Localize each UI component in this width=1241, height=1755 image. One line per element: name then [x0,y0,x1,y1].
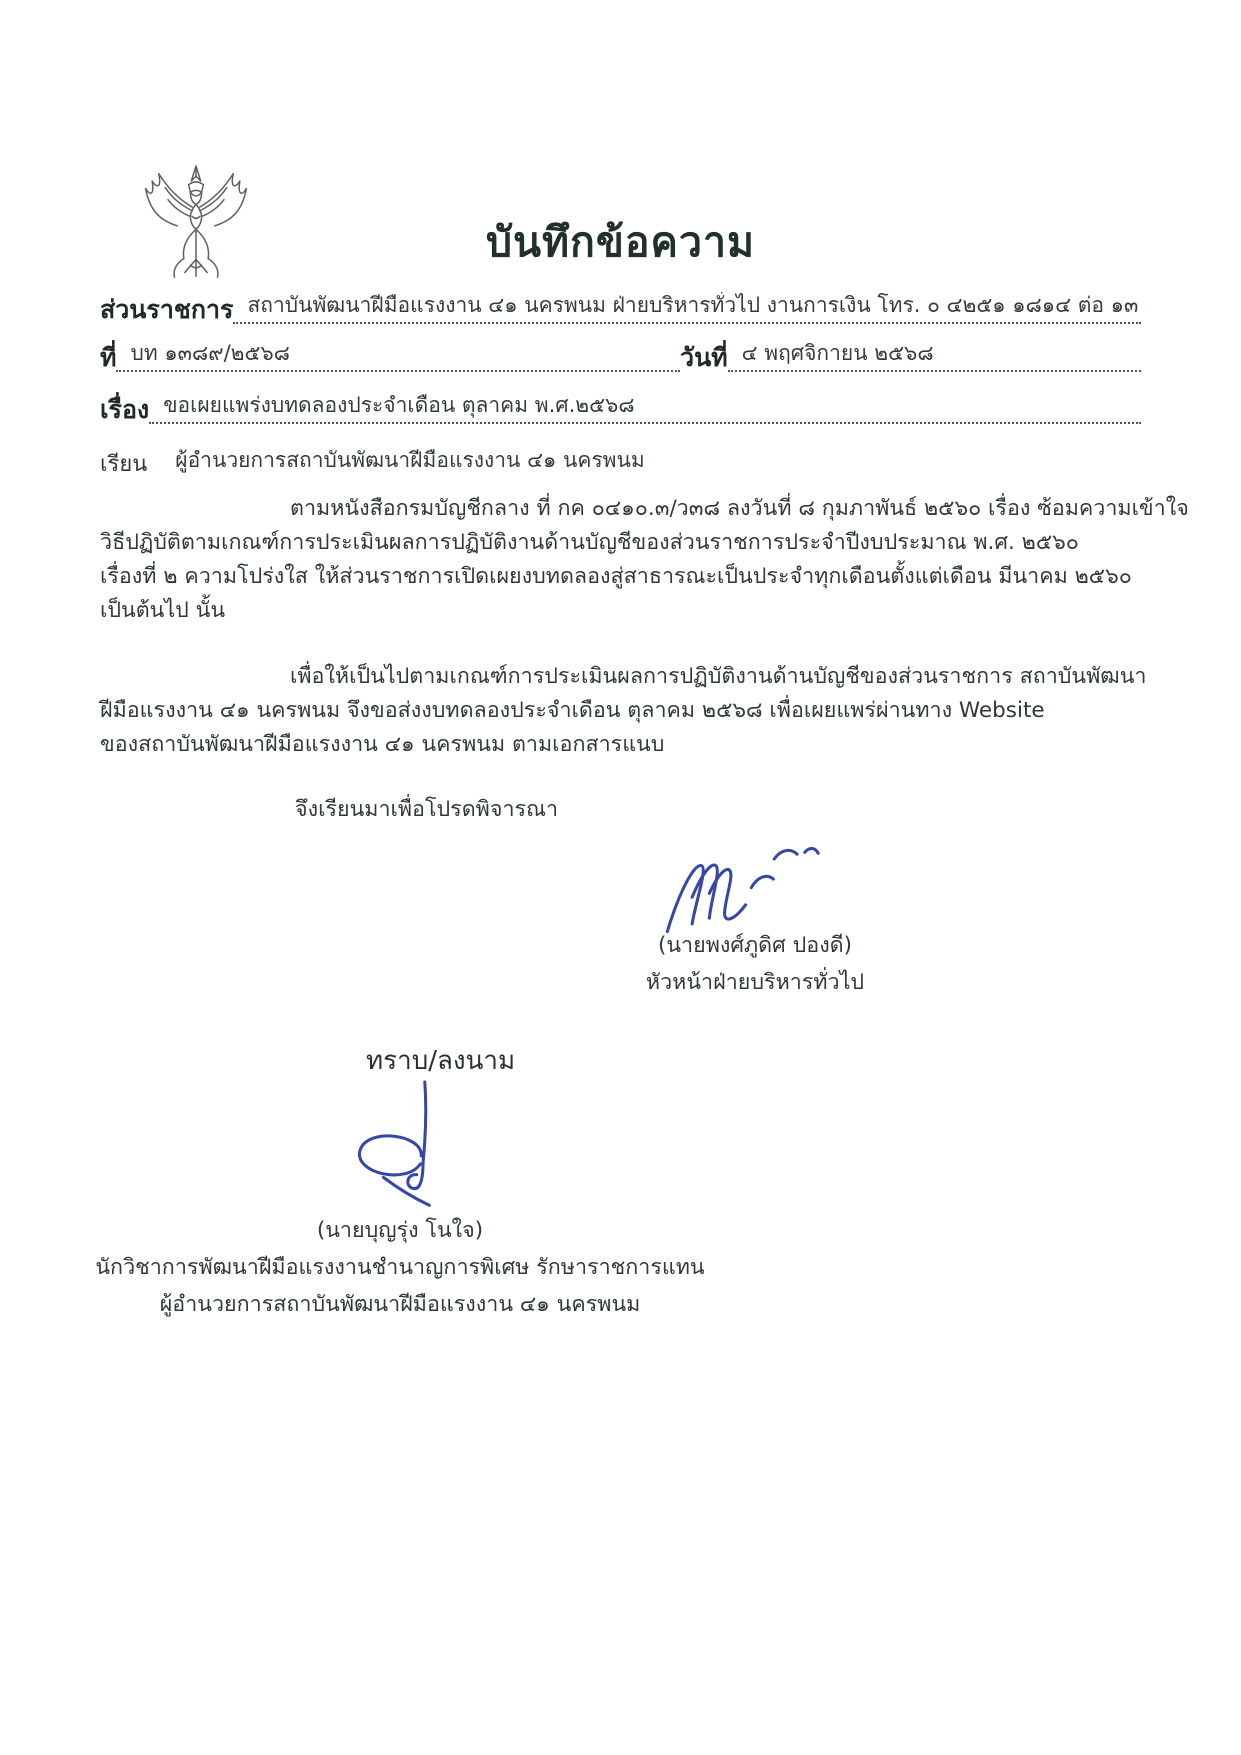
to-value: ผู้อำนวยการสถาบันพัฒนาฝีมือแรงงาน ๔๑ นครพนม [175,448,645,472]
number-value: บท ๑๓๘๙/๒๕๖๘ [116,340,680,372]
body-line: วิธีปฏิบัติตามเกณฑ์การประเมินผลการปฏิบัติงานด้านบัญชีของส่วนราชการประจำปีงบประมาณ พ.ศ. ๒๕๖๐ [100,530,1079,555]
paragraph-1 [100,492,1189,628]
subject-value: ขอเผยแพร่งบทดลองประจำเดือน ตุลาคม พ.ศ.๒๕๖๘ [149,392,1141,424]
signer1-block [575,928,935,1001]
signer2-signature [342,1068,477,1213]
body-line: ของสถาบันพัฒนาฝีมือแรงงาน ๔๑ นครพนม ตามเอกสารแนบ [100,732,665,757]
signer2-block [80,1213,720,1323]
date-value: ๔ พฤศจิกายน ๒๕๖๘ [728,340,1141,372]
closing-line: จึงเรียนมาเพื่อโปรดพิจารณา [295,797,559,822]
signer2-name: (นายบุญรุ่ง โนใจ) [316,1218,484,1243]
signer2-position-line1: นักวิชาการพัฒนาฝีมือแรงงานชำนาญการพิเศษ รักษาราชการแทน [95,1255,705,1280]
to-label: เรียน [100,452,148,477]
agency-row [100,292,1141,324]
body-line: เรื่องที่ ๒ ความโปร่งใส ให้ส่วนราชการเปิดเผยงบทดลองสู่สาธารณะเป็นประจำทุกเดือนตั้งแต่เดือน มีนาคม ๒๕๖๐ [100,564,1132,589]
body-line: เพื่อให้เป็นไปตามเกณฑ์การประเมินผลการปฏิบัติงานด้านบัญชีของส่วนราชการ สถาบันพัฒนา [290,664,1147,689]
paragraph-2 [100,660,1146,762]
agency-label: ส่วนราชการ [100,294,234,324]
date-label: วันที่ [680,342,728,372]
acknowledgement-note: ทราบ/ลงนาม [366,1046,516,1076]
body-line: เป็นต้นไป นั้น [100,598,226,623]
signer1-name: (นายพงศ์ภูดิศ ปองดี) [657,933,853,958]
signer2-position-line2: ผู้อำนวยการสถาบันพัฒนาฝีมือแรงงาน ๔๑ นครพนม [159,1292,641,1317]
signer1-position: หัวหน้าฝ่ายบริหารทั่วไป [645,970,865,995]
memo-title: บันทึกข้อความ [485,218,756,266]
body-line: ฝีมือแรงงาน ๔๑ นครพนม จึงขอส่งงบทดลองประจำเดือน ตุลาคม ๒๕๖๘ เพื่อเผยแพร่ผ่านทาง Website [100,698,1045,723]
subject-label: เรื่อง [100,394,150,424]
body-line: ตามหนังสือกรมบัญชีกลาง ที่ กค ๐๔๑๐.๓/ว๓๘ ลงวันที่ ๘ กุมภาพันธ์ ๒๕๖๐ เรื่อง ซ้อมความเข้าใจ [290,496,1189,521]
agency-value: สถาบันพัฒนาฝีมือแรงงาน ๔๑ นครพนม ฝ่ายบริหารทั่วไป งานการเงิน โทร. ๐ ๔๒๕๑ ๑๘๑๔ ต่อ ๑๓ [233,292,1141,324]
number-date-row [100,340,1141,372]
number-label: ที่ [100,342,117,372]
subject-row [100,392,1141,424]
to-row [100,447,1141,477]
